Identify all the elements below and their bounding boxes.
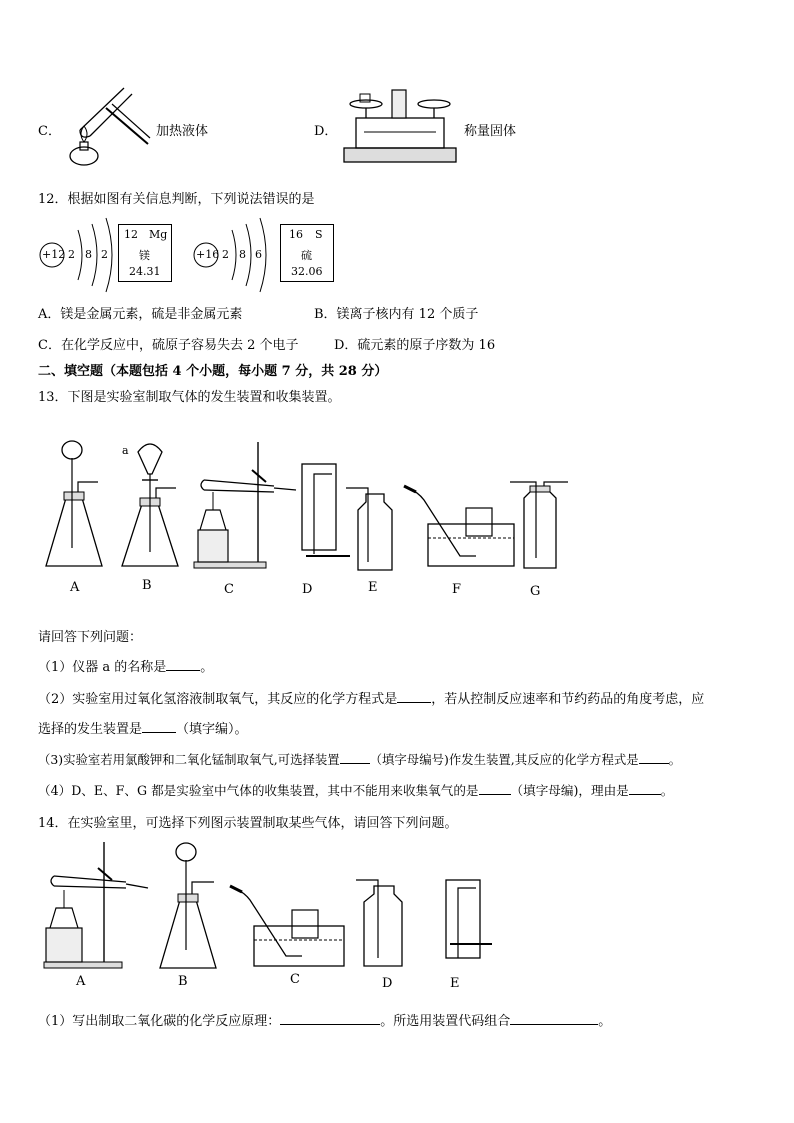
q14-label-e: E <box>450 976 460 991</box>
q14-label-c: C <box>290 972 300 987</box>
q13-part-4 <box>38 780 673 799</box>
mg-element-cell <box>118 224 172 282</box>
option-d-letter: D． <box>314 124 338 139</box>
q13-p1-blank[interactable] <box>166 658 200 671</box>
q13-p4-end: 。 <box>660 783 674 798</box>
q14-p1-blank-2[interactable] <box>510 1012 598 1025</box>
q13-p2-text-d: （填字编）。 <box>176 722 248 737</box>
q13-p2-blank-2[interactable] <box>142 720 176 733</box>
q13-p4-text-b: （填字母编)，理由是 <box>510 783 629 798</box>
s-name: 硫 <box>301 249 312 262</box>
q13-p3-text: （3)实验室若用氯酸钾和二氧化锰制取氧气,可选择装置 <box>38 752 340 767</box>
q14-p1-text-b: 。所选用装置代码组合 <box>380 1014 511 1029</box>
mg-atom-diagram <box>38 212 114 298</box>
mg-nucleus: +12 <box>42 248 66 261</box>
s-shell-2: 8 <box>239 248 246 261</box>
q14-label-a: A <box>76 974 86 989</box>
q14-apparatus-figure <box>40 838 500 972</box>
q13-p4-blank-2[interactable] <box>629 782 661 795</box>
q14-p1-end: 。 <box>598 1014 612 1029</box>
heating-liquid-illustration <box>62 82 154 170</box>
q13-part-2 <box>38 688 704 707</box>
q12-option-d: D．硫元素的原子序数为 16 <box>334 338 496 353</box>
q13-part-1 <box>38 656 213 675</box>
q13-label-b: B <box>142 578 152 593</box>
apparatus-a-flask-funnel <box>46 441 102 566</box>
q13-p3-blank-2[interactable] <box>639 751 669 764</box>
q13-label-f: F <box>452 582 462 597</box>
q13-p4-text: （4）D、E、F、G 都是实验室中气体的收集装置，其中不能用来收集氧气的是 <box>38 783 479 798</box>
apparatus-f-water-trough <box>404 486 514 566</box>
mg-shell-3: 2 <box>101 248 108 261</box>
mg-name: 镁 <box>139 249 150 262</box>
section-heading: 二、填空题（本题包括 4 个小题，每小题 7 分，共 28 分） <box>38 364 388 379</box>
q13-label-e: E <box>368 580 378 595</box>
mg-atomic-mass: 24.31 <box>129 265 161 278</box>
apparatus-g-wash-bottle <box>510 482 568 568</box>
s-atom-diagram <box>192 212 268 298</box>
apparatus-e-gas-bottle <box>346 488 392 570</box>
q14-label-b: B <box>178 974 188 989</box>
s-shell-1: 2 <box>222 248 229 261</box>
q13-intro: 请回答下列问题： <box>38 630 143 645</box>
s-atomic-mass: 32.06 <box>291 265 323 278</box>
q14-apparatus-a <box>44 842 148 968</box>
q13-p2-text-c: 选择的发生装置是 <box>38 722 143 737</box>
mg-shell-2: 8 <box>85 248 92 261</box>
q13-label-d: D <box>302 582 313 597</box>
q13-p3-text-b: （填字母编号)作发生装置,其反应的化学方程式是 <box>369 752 639 767</box>
q13-part-3 <box>38 750 681 768</box>
apparatus-d-collector <box>302 464 350 556</box>
balance-scale-illustration <box>342 86 458 166</box>
q13-p1-end: 。 <box>200 660 214 675</box>
q14-part-1 <box>38 1010 611 1029</box>
q12-option-b: B．镁离子核内有 12 个质子 <box>314 307 479 322</box>
q13-part-2-cont <box>38 718 248 737</box>
s-shell-3: 6 <box>255 248 262 261</box>
q13-p2-blank-1[interactable] <box>397 690 431 703</box>
option-c-text: 加热液体 <box>156 124 209 139</box>
q13-label-g: G <box>530 584 541 599</box>
q14-label-d: D <box>382 976 393 991</box>
q12-option-c: C．在化学反应中，硫原子容易失去 2 个电子 <box>38 338 299 353</box>
s-symbol: S <box>315 228 323 241</box>
s-element-cell <box>280 224 334 282</box>
q13-p4-blank-1[interactable] <box>479 782 511 795</box>
q13-label-a: A <box>70 580 80 595</box>
q14-p1-blank-1[interactable] <box>280 1012 380 1025</box>
label-a-marker: a <box>122 444 129 457</box>
mg-shell-1: 2 <box>68 248 75 261</box>
q13-stem: 13．下图是实验室制取气体的发生装置和收集装置。 <box>38 390 341 405</box>
q13-p3-blank-1[interactable] <box>340 751 370 764</box>
q14-apparatus-d <box>356 880 402 966</box>
apparatus-c-heating-stand <box>194 442 296 568</box>
q13-label-c: C <box>224 582 234 597</box>
q14-apparatus-b <box>160 843 216 968</box>
q13-p2-text-b: ，若从控制反应速率和节约药品的角度考虑，应 <box>431 692 705 707</box>
q12-stem: 12．根据如图有关信息判断，下列说法错误的是 <box>38 192 315 207</box>
option-c-letter: C． <box>38 124 61 139</box>
s-nucleus: +16 <box>196 248 220 261</box>
q12-option-a: A．镁是金属元素，硫是非金属元素 <box>38 307 243 322</box>
q13-p2-text: （2）实验室用过氧化氢溶液制取氧气，其反应的化学方程式是 <box>38 692 398 707</box>
option-d-text: 称量固体 <box>464 124 517 139</box>
q14-p1-text: （1）写出制取二氧化碳的化学反应原理： <box>38 1014 281 1029</box>
q13-p1-text: （1）仪器 a 的名称是 <box>38 660 167 675</box>
mg-symbol: Mg <box>149 228 168 241</box>
q14-apparatus-c <box>230 886 344 966</box>
q14-apparatus-e <box>446 880 492 958</box>
q13-apparatus-figure <box>38 430 578 578</box>
apparatus-b-flask-sep-funnel <box>122 444 178 566</box>
q14-stem: 14．在实验室里，可选择下列图示装置制取某些气体，请回答下列问题。 <box>38 816 458 831</box>
q13-p3-end: 。 <box>668 752 682 767</box>
s-atomic-number: 16 <box>289 228 303 241</box>
mg-atomic-number: 12 <box>124 228 138 241</box>
